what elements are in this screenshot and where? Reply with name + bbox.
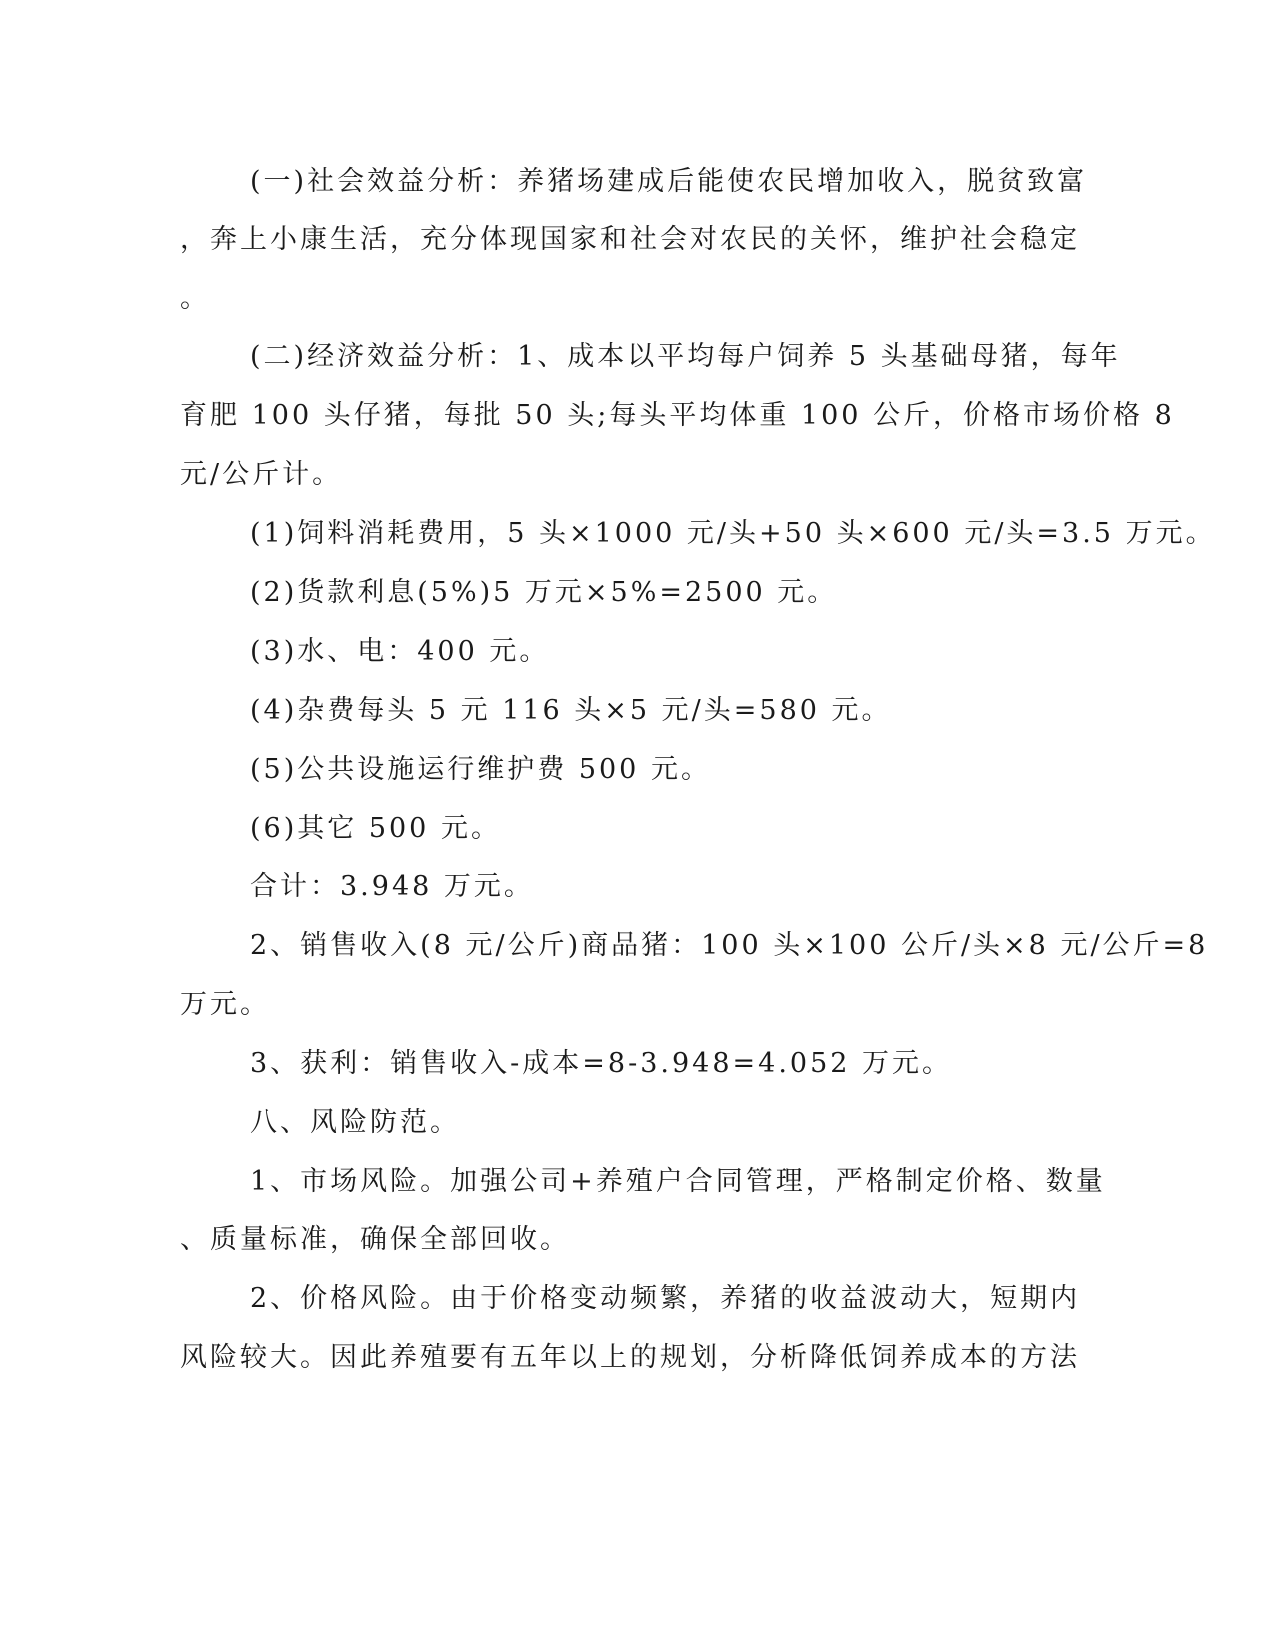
paragraph-social-benefit-line-2: ，奔上小康生活，充分体现国家和社会对农民的关怀，维护社会稳定 bbox=[180, 224, 1080, 255]
cost-item-other: (6)其它 500 元。 bbox=[250, 813, 501, 844]
market-risk-line-2: 、质量标准，确保全部回收。 bbox=[180, 1224, 570, 1255]
cost-item-feed: (1)饲料消耗费用，5 头×1000 元/头+50 头×600 元/头=3.5 万元。 bbox=[250, 518, 1216, 549]
paragraph-social-benefit-line-3: 。 bbox=[180, 283, 210, 314]
section-heading-risk-prevention: 八、风险防范。 bbox=[250, 1107, 460, 1138]
cost-item-misc: (4)杂费每头 5 元 116 头×5 元/头=580 元。 bbox=[250, 695, 892, 726]
paragraph-economic-benefit-line-3: 元/公斤计。 bbox=[180, 459, 343, 490]
sales-income-line-1: 2、销售收入(8 元/公斤)商品猪：100 头×100 公斤/头×8 元/公斤=8 bbox=[250, 930, 1209, 961]
price-risk-line-1: 2、价格风险。由于价格变动频繁，养猪的收益波动大，短期内 bbox=[250, 1283, 1081, 1314]
market-risk-line-1: 1、市场风险。加强公司+养殖户合同管理，严格制定价格、数量 bbox=[250, 1166, 1106, 1197]
profit-line: 3、获利：销售收入-成本=8-3.948=4.052 万元。 bbox=[250, 1048, 953, 1079]
sales-income-line-2: 万元。 bbox=[180, 989, 270, 1020]
paragraph-economic-benefit-line-2: 育肥 100 头仔猪，每批 50 头;每头平均体重 100 公斤，价格市场价格 8 bbox=[180, 400, 1175, 431]
cost-item-public-facility: (5)公共设施运行维护费 500 元。 bbox=[250, 754, 711, 785]
paragraph-economic-benefit-line-1: (二)经济效益分析：1、成本以平均每户饲养 5 头基础母猪，每年 bbox=[250, 341, 1121, 372]
price-risk-line-2: 风险较大。因此养殖要有五年以上的规划，分析降低饲养成本的方法 bbox=[180, 1342, 1080, 1373]
cost-item-loan-interest: (2)货款利息(5%)5 万元×5%=2500 元。 bbox=[250, 577, 838, 608]
cost-item-water-electricity: (3)水、电：400 元。 bbox=[250, 636, 550, 667]
cost-total: 合计：3.948 万元。 bbox=[250, 871, 534, 902]
paragraph-social-benefit-line-1: (一)社会效益分析：养猪场建成后能使农民增加收入，脱贫致富 bbox=[250, 166, 1088, 197]
